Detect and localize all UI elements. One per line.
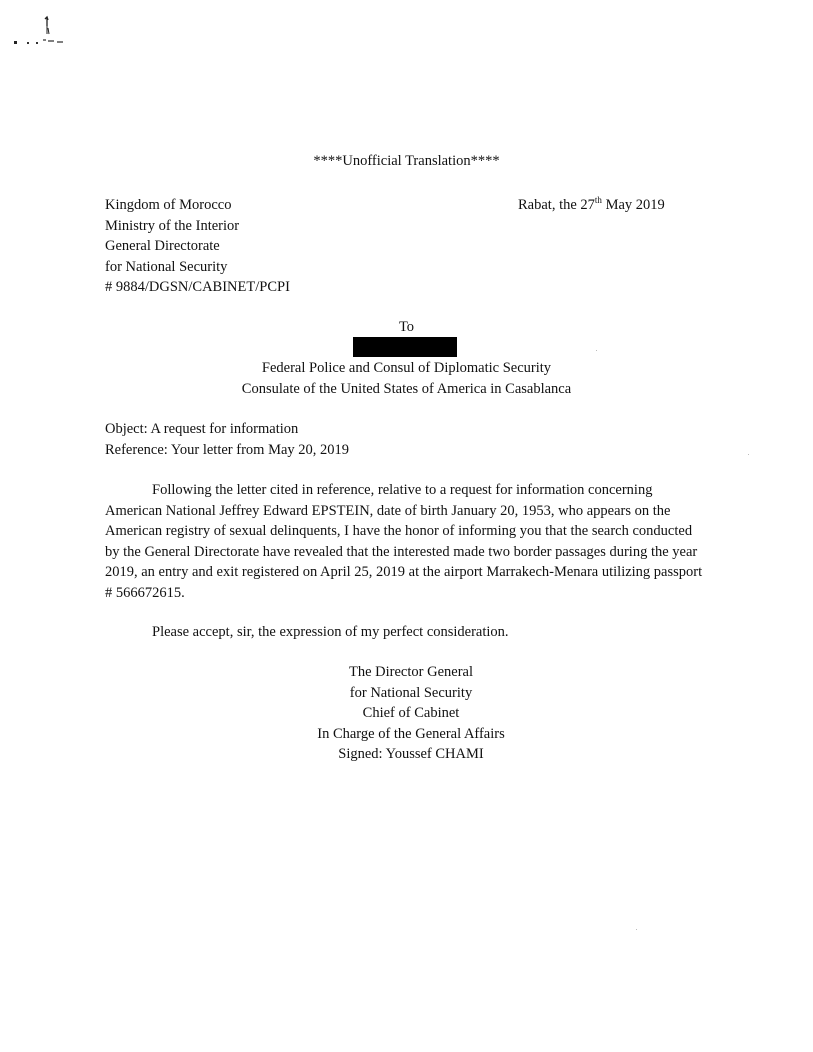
signature-block (224, 662, 598, 765)
date-suffix: May 2019 (601, 197, 665, 213)
sender-ministry: Ministry of the Interior (105, 217, 240, 234)
sender-directorate: General Directorate (105, 238, 220, 254)
sender-country: Kingdom of Morocco (105, 197, 232, 213)
reference-line: Reference: Your letter from May 20, 2019 (105, 441, 350, 458)
signature-name: Signed: Youssef CHAMI (338, 746, 484, 762)
to-label: To (398, 319, 415, 335)
date-ordinal: th (594, 195, 602, 205)
recipient-title: Federal Police and Consul of Diplomatic Security (261, 360, 552, 376)
scan-artifact-mark (10, 14, 70, 48)
scan-speck (748, 454, 749, 455)
sender-reference-number: # 9884/DGSN/CABINET/PCPI (105, 279, 290, 295)
object-line: Object: A request for information (105, 421, 299, 437)
translation-note: ****Unofficial Translation**** (313, 153, 500, 169)
body-paragraph: Following the letter cited in reference, relative to a request for information concerning American National Jeffrey Edward EPSTEIN, date of birth January 20, 1953, who appears on the American registry of sexual delinquents, I have the honor of informing you that the search conducted by the General Directorate have revealed that the interested made two border passages during the year 2019, an entry and exit registered on April 25, 2019 at the airport Marrakech-Menara utilizing passport # 566672615. (105, 482, 703, 601)
signature-title: The Director General (349, 664, 473, 680)
scan-speck (596, 350, 597, 351)
letter-date (518, 195, 665, 216)
closing-sentence: Please accept, sir, the expression of my perfect consideration. (152, 624, 509, 640)
recipient-block (0, 358, 813, 399)
scan-speck (636, 929, 637, 930)
sender-directorate-scope: for National Security (105, 258, 228, 275)
recipient-consulate: Consulate of the United States of America in Casablanca (241, 380, 572, 397)
redaction-bar (353, 337, 457, 357)
date-prefix: Rabat, the 27 (518, 197, 595, 213)
signature-role: Chief of Cabinet (362, 705, 460, 721)
signature-scope: for National Security (349, 684, 473, 701)
sender-block (105, 195, 290, 298)
object-block (105, 419, 349, 460)
signature-charge: In Charge of the General Affairs (317, 725, 505, 742)
